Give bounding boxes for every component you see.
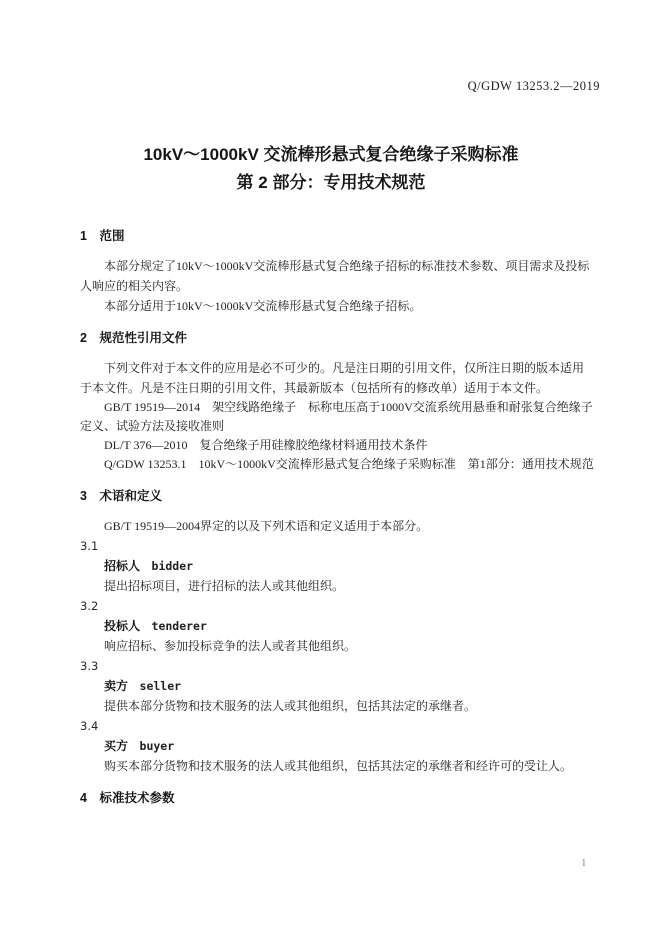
term-definition: 提供本部分货物和技术服务的法人或其他组织，包括其法定的承继者。 — [104, 699, 477, 713]
term-block — [80, 716, 594, 776]
term-name — [80, 736, 594, 756]
section-3-intro: GB/T 19519—2004界定的以及下列术语和定义适用于本部分。 — [104, 519, 429, 533]
section-2-intro: 下列文件对于本文件的应用是必不可少的。凡是注日期的引用文件，仅所注日期的版本适用于本文件。凡是不注日期的引用文件，其最新版本（包括所有的修改单）适用于本文件。 — [80, 361, 585, 395]
term-name-zh: 买方 — [104, 739, 129, 753]
term-block — [80, 536, 594, 596]
term-name-en: buyer — [139, 739, 175, 753]
page-number: 1 — [581, 857, 587, 869]
doc-title-line1: 10kV～1000kV 交流棒形悬式复合绝缘子采购标准 — [143, 145, 519, 164]
term-block — [80, 596, 594, 656]
doc-title — [0, 141, 662, 197]
section-1-number: 1 — [80, 229, 87, 243]
section-2-heading — [80, 328, 594, 348]
term-name-en: seller — [139, 679, 182, 693]
term-definition: 提出招标项目，进行招标的法人或其他组织。 — [104, 579, 345, 593]
section-3-title: 术语和定义 — [99, 489, 162, 503]
term-name — [80, 616, 594, 636]
section-1-paragraph: 本部分规定了10kV～1000kV交流棒形悬式复合绝缘子招标的标准技术参数、项目需求及投标人响应的相关内容。 — [80, 259, 590, 293]
section-2-number: 2 — [80, 331, 87, 345]
term-clause-number: 3.3 — [80, 659, 99, 673]
section-4-heading — [80, 788, 594, 808]
section-2-title: 规范性引用文件 — [99, 331, 187, 345]
reference-item: Q/GDW 13253.1 10kV～1000kV交流棒形悬式复合绝缘子采购标准 第1部分：通用技术规范 — [104, 457, 594, 471]
term-name-zh: 投标人 — [104, 619, 141, 633]
term-block — [80, 656, 594, 716]
doc-code: Q/GDW 13253.2—2019 — [467, 79, 600, 93]
term-name-en: tenderer — [151, 619, 207, 633]
reference-item: GB/T 19519—2014 架空线路绝缘子 标称电压高于1000V交流系统用悬垂和耐张复合绝缘子定义、试验方法及接收准则 — [80, 400, 593, 433]
section-3-heading — [80, 486, 594, 506]
term-clause-number: 3.4 — [80, 719, 99, 733]
section-1-title: 范围 — [99, 229, 125, 243]
term-name — [80, 556, 594, 576]
term-name — [80, 676, 594, 696]
section-1-paragraph: 本部分适用于10kV～1000kV交流棒形悬式复合绝缘子招标。 — [104, 299, 422, 313]
term-definition: 购买本部分货物和技术服务的法人或其他组织，包括其法定的承继者和经许可的受让人。 — [104, 759, 573, 773]
term-clause-number: 3.2 — [80, 599, 99, 613]
section-1-heading — [80, 226, 594, 246]
term-name-zh: 招标人 — [104, 559, 141, 573]
term-name-zh: 卖方 — [104, 679, 129, 693]
term-name-en: bidder — [151, 559, 194, 573]
section-4-number: 4 — [80, 791, 87, 805]
doc-title-line2: 第 2 部分：专用技术规范 — [236, 173, 426, 192]
reference-item: DL/T 376—2010 复合绝缘子用硅橡胶绝缘材料通用技术条件 — [104, 438, 428, 452]
term-definition: 响应招标、参加投标竞争的法人或者其他组织。 — [104, 639, 357, 653]
term-clause-number: 3.1 — [80, 539, 99, 553]
section-4-title: 标准技术参数 — [99, 791, 175, 805]
document-body — [80, 226, 594, 818]
section-3-number: 3 — [80, 489, 87, 503]
